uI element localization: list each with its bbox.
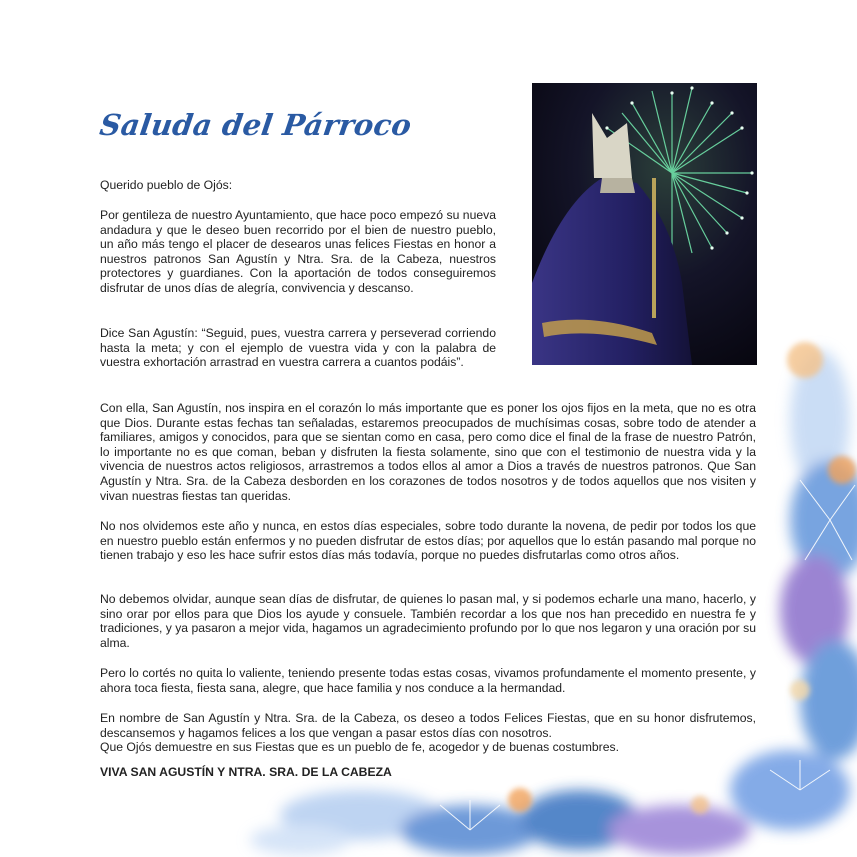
letter-paragraph: En nombre de San Agustín y Ntra. Sra. de la Cabeza, os deseo a todos Felices Fiestas, que en su honor disfrutemos, descansemos y hagamos felices a los que vengan a pasar estos días con nosotros. [100, 711, 756, 740]
letter-paragraph: No nos olvidemos este año y nunca, en estos días especiales, sobre todo durante la novena, de pedir por todos los que en nuestro pueblo están enfermos y no pueden disfrutar de estos días; por aquellos que lo están pasando mal porque no tienen trabajo y eso les hace sufrir estos días más todavía, porque no puedes disfrutarlas como otros años. [100, 519, 756, 563]
letter-paragraph: Dice San Agustín: “Seguid, pues, vuestra carrera y perseverad corriendo hasta la meta; y con el ejemplo de vuestra vida y con la palabra de vuestra exhortación arrastrad en vuestra carrera a cuantos podáis”. [100, 326, 496, 370]
closing-line: VIVA SAN AGUSTÍN Y NTRA. SRA. DE LA CABEZA [100, 765, 392, 779]
letter-paragraph: Con ella, San Agustín, nos inspira en el corazón lo más importante que es poner los ojos fijos en la meta, que no es otra que Dios. Durante estas fechas tan señaladas, estaremos preocupados de muchísimas cosas, sobre todo de atender a familiares, amigos y conocidos, para que se sientan como en casa, pero como dice el final de la frase de nuestro Patrón, lo importante no es que coman, beban y disfruten la fiesta solamente, sino que con el testimonio de nuestra vida y la vivencia de nuestros actos religiosos, arrastremos a todos ellos al amor a Dios a través de nuestros patronos. Que San Agustín y Ntra. Sra. de la Cabeza desborden en los corazones de todos nosotros y de todos aquellos que nos visiten y vivan nuestras fiestas tan queridas. [100, 401, 756, 503]
fireworks-photo [532, 83, 757, 365]
page-title: Saluda del Párroco [97, 108, 414, 142]
letter-paragraph: Que Ojós demuestre en sus Fiestas que es un pueblo de fe, acogedor y de buenas costumbres. [100, 740, 619, 754]
letter-paragraph: Pero lo cortés no quita lo valiente, teniendo presente todas estas cosas, vivamos profundamente el momento presente, y ahora toca fiesta, fiesta sana, alegre, que hace familia y nos conduce a la hermandad. [100, 666, 756, 695]
salutation: Querido pueblo de Ojós: [100, 178, 233, 192]
fireworks-illustration [532, 83, 757, 365]
letter-paragraph: Por gentileza de nuestro Ayuntamiento, que hace poco empezó su nueva andadura y que le deseo buen recorrido por el bien de nuestro pueblo, un año más tengo el placer de desearos unas felices Fiestas en honor a nuestros patronos San Agustín y Ntra. Sra. de la Cabeza, nuestros protectores y guardianes. Con la aportación de todos conseguiremos disfrutar de unos días de alegría, convivencia y descanso. [100, 208, 496, 295]
letter-paragraph: No debemos olvidar, aunque sean días de disfrutar, de quienes lo pasan mal, y si podemos echarle una mano, hacerlo, y sino orar por ellos para que Dios los ayude y consuele. También recordar a los que nos han precedido en nuestra fe y tradiciones, y ya pasaron a mejor vida, hagamos un agradecimiento profundo por lo que nos legaron y una oración por su alma. [100, 592, 756, 650]
